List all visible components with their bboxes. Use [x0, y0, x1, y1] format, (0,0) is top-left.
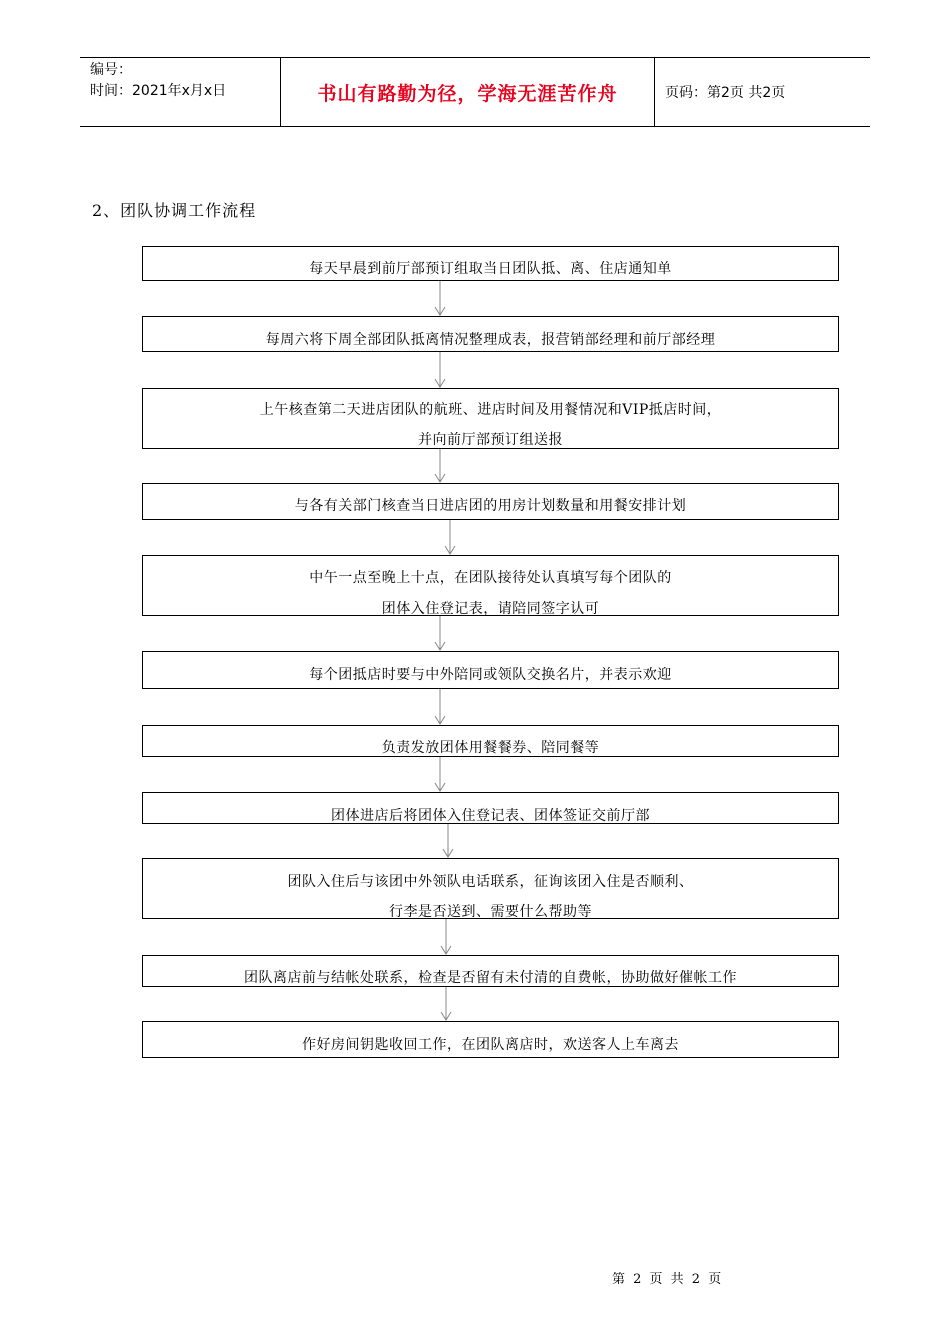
flow-arrow-icon [439, 919, 453, 955]
flow-step-text: 上午核查第二天进店团队的航班、进店时间及用餐情况和VIP抵店时间， [259, 402, 722, 418]
document-header [80, 57, 870, 127]
flow-step-text: 团队入住后与该团中外领队电话联系，征询该团入住是否顺利、 [287, 874, 694, 890]
flow-step-text: 并向前厅部预订组送报 [418, 432, 563, 448]
flow-step [142, 555, 839, 616]
flow-arrow-icon [433, 689, 447, 725]
flow-arrow-icon [433, 616, 447, 651]
flow-step-text: 与各有关部门核查当日进店团的用房计划数量和用餐安排计划 [294, 498, 687, 514]
flow-arrow-icon [439, 987, 453, 1021]
flow-step [142, 858, 839, 919]
flow-step [142, 246, 839, 281]
flow-step [142, 955, 839, 987]
flow-step-text: 团队离店前与结帐处联系，检查是否留有未付清的自费帐，协助做好催帐工作 [244, 970, 737, 986]
flow-step-text: 团体进店后将团体入住登记表、团体签证交前厅部 [331, 808, 650, 824]
flow-step-text: 每周六将下周全部团队抵离情况整理成表，报营销部经理和前厅部经理 [265, 332, 716, 348]
flow-arrow-icon [433, 449, 447, 483]
flow-step-text: 中午一点至晚上十点，在团队接待处认真填写每个团队的 [309, 570, 672, 586]
flow-step [142, 792, 839, 824]
header-meta [80, 58, 281, 126]
flow-step [142, 316, 839, 352]
flow-step [142, 651, 839, 689]
flow-step-text: 作好房间钥匙收回工作，在团队离店时，欢送客人上车离去 [302, 1037, 679, 1053]
flow-step [142, 388, 839, 449]
flow-arrow-icon [433, 757, 447, 792]
flow-step [142, 1021, 839, 1058]
flow-step-text: 每个团抵店时要与中外陪同或领队交换名片，并表示欢迎 [309, 667, 672, 683]
page-footer: 第 2 页 共 2 页 [612, 1272, 724, 1287]
flow-step-text: 负责发放团体用餐餐券、陪同餐等 [381, 740, 600, 756]
flow-step [142, 483, 839, 520]
flow-step [142, 725, 839, 757]
time-label: 时间：2021年x月x日 [90, 83, 227, 99]
flow-arrow-icon [441, 824, 455, 858]
header-page-info: 页码：第2页 共2页 [665, 85, 786, 101]
flow-arrow-icon [433, 281, 447, 316]
flow-arrow-icon [443, 520, 457, 555]
flow-step-text: 行李是否送到、需要什么帮助等 [389, 904, 592, 920]
flow-step-text: 每天早晨到前厅部预订组取当日团队抵、离、住店通知单 [309, 261, 672, 277]
section-title: 2、团队协调工作流程 [92, 201, 257, 220]
flow-arrow-icon [433, 352, 447, 388]
header-motto: 书山有路勤为径，学海无涯苦作舟 [281, 58, 655, 126]
code-label: 编号： [90, 62, 132, 78]
flow-step-text: 团体入住登记表，请陪同签字认可 [381, 601, 600, 617]
